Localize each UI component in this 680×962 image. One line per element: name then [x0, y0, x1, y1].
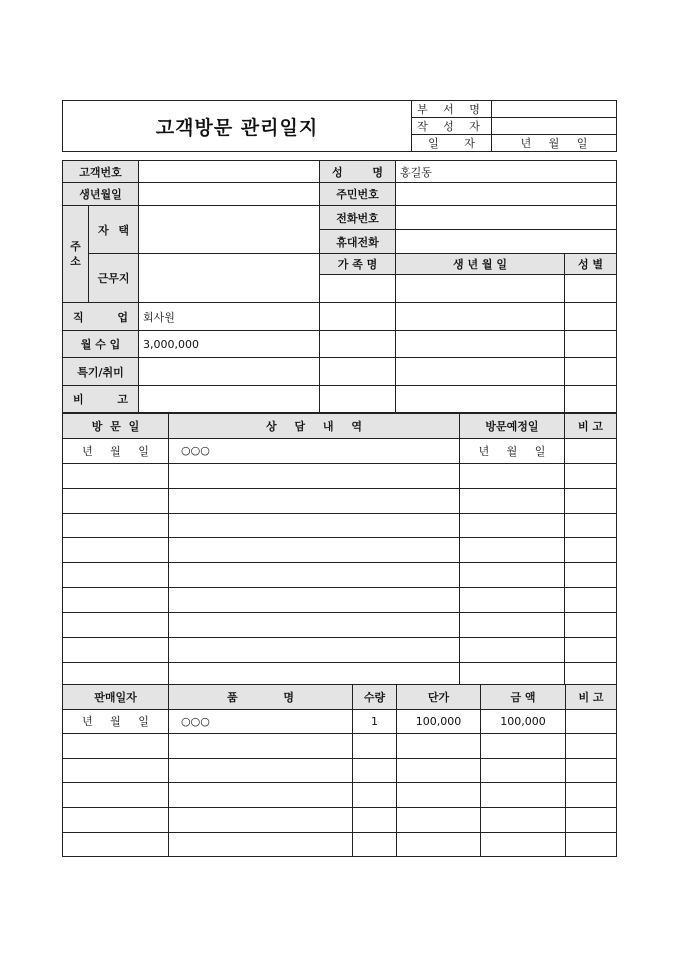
sales-header-qty: 수량 [353, 685, 397, 710]
visit-row [63, 438, 617, 463]
phone-field[interactable] [396, 206, 617, 230]
birth-label: 생년월일 [63, 183, 139, 206]
visit-header-content: 상 담 내 역 [169, 414, 460, 439]
sales-row [63, 709, 617, 734]
resident-no-field[interactable] [396, 183, 617, 206]
visit-note-cell[interactable] [565, 438, 617, 463]
author-label: 작 성 자 [412, 118, 492, 135]
visit-row-cell[interactable] [63, 488, 169, 513]
sales-row-cell[interactable] [566, 832, 617, 857]
visit-row [63, 588, 617, 613]
visit-row-cell[interactable] [63, 538, 169, 563]
visit-row-cell[interactable] [565, 538, 617, 563]
work-label: 근무지 [89, 254, 139, 303]
family-cell[interactable] [565, 275, 617, 303]
sales-row-cell[interactable] [63, 734, 169, 759]
sales-row-cell[interactable] [397, 832, 481, 857]
page-title: 고객방문 관리일지 [63, 101, 412, 152]
income-label: 월 수 입 [63, 331, 139, 358]
family-cell[interactable] [396, 275, 565, 303]
sales-row [63, 832, 617, 857]
sales-header-price: 단가 [397, 685, 481, 710]
sales-amount-cell[interactable]: 100,000 [481, 709, 566, 734]
sales-row [63, 783, 617, 808]
visit-header-planned: 방문예정일 [460, 414, 565, 439]
sales-row-cell[interactable] [63, 758, 169, 783]
visit-row-cell[interactable] [565, 638, 617, 663]
family-cell[interactable] [320, 358, 396, 386]
family-cell[interactable] [396, 358, 565, 386]
mobile-field[interactable] [396, 230, 617, 254]
visit-row-cell[interactable] [565, 463, 617, 488]
sales-row-cell[interactable] [397, 734, 481, 759]
author-field[interactable] [492, 118, 617, 135]
job-field[interactable]: 회사원 [139, 303, 320, 331]
visit-row-cell[interactable] [63, 613, 169, 638]
birth-field[interactable] [139, 183, 320, 206]
sales-table [62, 684, 617, 857]
visit-row [63, 488, 617, 513]
visit-row-cell[interactable] [460, 513, 565, 538]
home-label: 자 택 [89, 206, 139, 254]
family-cell[interactable] [396, 303, 565, 331]
customer-no-label: 고객번호 [63, 161, 139, 183]
sales-qty-cell[interactable]: 1 [353, 709, 397, 734]
sales-header-note: 비 고 [566, 685, 617, 710]
visit-planned-cell[interactable]: 년 월 일 [460, 438, 565, 463]
visit-row-cell[interactable] [169, 613, 460, 638]
visit-row [63, 513, 617, 538]
sales-row-cell[interactable] [169, 807, 353, 832]
customer-no-field[interactable] [139, 161, 320, 183]
job-label: 직 업 [63, 303, 139, 331]
visit-row [63, 563, 617, 588]
visit-date-cell[interactable]: 년 월 일 [63, 438, 169, 463]
family-header-name: 가 족 명 [320, 254, 396, 275]
sales-row-cell[interactable] [481, 783, 566, 808]
sales-header-date: 판매일자 [63, 685, 169, 710]
visit-row [63, 538, 617, 563]
note-field[interactable] [139, 386, 320, 413]
sales-row-cell[interactable] [169, 832, 353, 857]
sales-row [63, 758, 617, 783]
visit-header-date: 방 문 일 [63, 414, 169, 439]
sales-row-cell[interactable] [481, 758, 566, 783]
sales-row-cell[interactable] [481, 832, 566, 857]
sales-header-amount: 금 액 [481, 685, 566, 710]
sales-row-cell[interactable] [63, 832, 169, 857]
visit-row-cell[interactable] [169, 513, 460, 538]
sales-row-cell[interactable] [397, 783, 481, 808]
family-cell[interactable] [565, 331, 617, 358]
visit-row-cell[interactable] [565, 513, 617, 538]
visit-row-cell[interactable] [565, 488, 617, 513]
hobby-field[interactable] [139, 358, 320, 386]
visit-row-cell[interactable] [460, 538, 565, 563]
sales-row [63, 734, 617, 759]
name-label: 성 명 [320, 161, 396, 183]
visit-row-cell[interactable] [169, 538, 460, 563]
customer-table [62, 160, 617, 413]
family-cell[interactable] [396, 331, 565, 358]
hobby-label: 특기/취미 [63, 358, 139, 386]
visit-row [63, 613, 617, 638]
mobile-label: 휴대전화 [320, 230, 396, 254]
family-cell[interactable] [396, 386, 565, 413]
sales-row-cell[interactable] [481, 807, 566, 832]
visit-table [62, 413, 617, 688]
resident-no-label: 주민번호 [320, 183, 396, 206]
family-header-birth: 생 년 월 일 [396, 254, 565, 275]
visit-row-cell[interactable] [63, 563, 169, 588]
sales-row-cell[interactable] [566, 734, 617, 759]
sales-row-cell[interactable] [566, 807, 617, 832]
visit-row-cell[interactable] [460, 563, 565, 588]
visit-content-cell[interactable]: ○○○ [169, 438, 460, 463]
phone-label: 전화번호 [320, 206, 396, 230]
sales-row-cell[interactable] [397, 758, 481, 783]
visit-row-cell[interactable] [460, 613, 565, 638]
family-cell[interactable] [320, 386, 396, 413]
family-header-gender: 성 별 [565, 254, 617, 275]
sales-row-cell[interactable] [169, 783, 353, 808]
visit-row-cell[interactable] [169, 563, 460, 588]
family-cell[interactable] [320, 303, 396, 331]
visit-row-cell[interactable] [565, 588, 617, 613]
family-cell[interactable] [565, 386, 617, 413]
visit-row-cell[interactable] [460, 588, 565, 613]
visit-row-cell[interactable] [565, 563, 617, 588]
family-cell[interactable] [320, 331, 396, 358]
sales-row-cell[interactable] [63, 807, 169, 832]
visit-row-cell[interactable] [169, 638, 460, 663]
visit-row-cell[interactable] [169, 488, 460, 513]
sales-row-cell[interactable] [397, 807, 481, 832]
date-field[interactable]: 년 월 일 [492, 135, 617, 152]
visit-row-cell[interactable] [169, 463, 460, 488]
sales-row-cell[interactable] [566, 758, 617, 783]
family-cell[interactable] [565, 303, 617, 331]
work-field[interactable] [139, 254, 320, 303]
dept-label: 부 서 명 [412, 101, 492, 118]
sales-row-cell[interactable] [353, 734, 397, 759]
sales-row-cell[interactable] [353, 832, 397, 857]
income-field[interactable]: 3,000,000 [139, 331, 320, 358]
sales-row [63, 807, 617, 832]
sales-row-cell[interactable] [566, 783, 617, 808]
visit-row-cell[interactable] [63, 638, 169, 663]
sales-row-cell[interactable] [353, 807, 397, 832]
visit-row-cell[interactable] [460, 638, 565, 663]
home-field[interactable] [139, 206, 320, 254]
visit-row [63, 638, 617, 663]
sales-row-cell[interactable] [353, 758, 397, 783]
visit-header-note: 비 고 [565, 414, 617, 439]
header-table [62, 100, 617, 152]
sales-row-cell[interactable] [353, 783, 397, 808]
visit-row-cell[interactable] [63, 463, 169, 488]
visit-row-cell[interactable] [565, 613, 617, 638]
sales-row-cell[interactable] [481, 734, 566, 759]
visit-row-cell[interactable] [460, 463, 565, 488]
sales-price-cell[interactable]: 100,000 [397, 709, 481, 734]
dept-field[interactable] [492, 101, 617, 118]
family-cell[interactable] [320, 275, 396, 303]
sales-row-cell[interactable] [169, 734, 353, 759]
sales-note-cell[interactable] [566, 709, 617, 734]
sales-row-cell[interactable] [169, 758, 353, 783]
visit-row-cell[interactable] [63, 513, 169, 538]
visit-row-cell[interactable] [63, 588, 169, 613]
sales-header-item: 품 명 [169, 685, 353, 710]
visit-row-cell[interactable] [169, 588, 460, 613]
sales-item-cell[interactable]: ○○○ [169, 709, 353, 734]
sales-date-cell[interactable]: 년 월 일 [63, 709, 169, 734]
sales-row-cell[interactable] [63, 783, 169, 808]
date-label: 일 자 [412, 135, 492, 152]
name-field[interactable]: 홍길동 [396, 161, 617, 183]
note-label: 비 고 [63, 386, 139, 413]
family-cell[interactable] [565, 358, 617, 386]
visit-row [63, 463, 617, 488]
address-label: 주소 [63, 206, 89, 303]
visit-row-cell[interactable] [460, 488, 565, 513]
